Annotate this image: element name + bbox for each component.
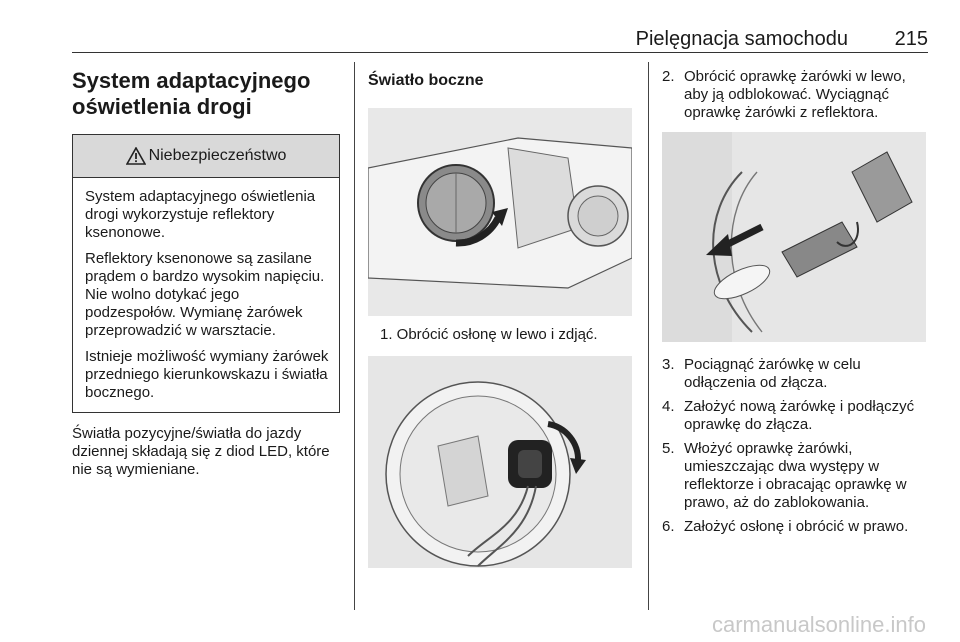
step-text: Włożyć oprawkę żarówki, umieszczając dwa występy w reflektorze i obracając oprawkę w prawo, aż do zablokowania. [684, 440, 907, 511]
danger-paragraph: Reflektory ksenonowe są zasilane prądem o bardzo wysokim napięciu. Nie wolno dotykać jego podzespołów. Wymianę żarówek przeprowadzić w warsztacie. [85, 250, 325, 339]
step-2 [662, 68, 928, 122]
steps-list-bottom [662, 356, 928, 536]
step-1: 1. Obrócić osłonę w lewo i zdjąć. [380, 326, 598, 343]
page-number: 215 [894, 28, 928, 50]
section-title [72, 68, 340, 120]
subsection-title: Światło boczne [368, 72, 484, 89]
section-title-line2: oświetlenia drogi [72, 94, 252, 119]
step-text: Założyć nową żarówkę i podłączyć oprawkę do złącza. [684, 398, 915, 433]
page-header [72, 22, 928, 52]
step-number: 4. [662, 398, 675, 415]
warning-triangle-icon [126, 147, 146, 165]
header-rule [72, 52, 928, 53]
step-5 [662, 440, 928, 512]
danger-paragraph: System adaptacyjnego oświetlenia drogi wykorzystuje reflektory ksenonowe. [85, 188, 316, 241]
section-title-line1: System adaptacyjnego [72, 68, 311, 93]
danger-header [73, 135, 339, 178]
step-text: Pociągnąć żarówkę w celu odłączenia od złącza. [684, 356, 861, 391]
led-note: Światła pozycyjne/światła do jazdy dziennej składają się z diod LED, które nie są wymieniane. [72, 425, 330, 478]
step-number: 5. [662, 440, 675, 457]
step-text: Założyć osłonę i obrócić w prawo. [684, 518, 909, 535]
step-number: 6. [662, 518, 675, 535]
danger-title: Niebezpieczeństwo [148, 147, 287, 164]
bulb-removal-illustration [662, 132, 926, 342]
left-column [72, 62, 340, 479]
headlamp-cover-illustration [368, 108, 632, 316]
step-4 [662, 398, 928, 434]
middle-column [368, 62, 634, 568]
step-text: Obrócić oprawkę żarówki w lewo, aby ją odblokować. Wyciągnąć oprawkę żarówki z reflektora. [684, 68, 906, 121]
right-column [662, 62, 928, 542]
bulb-holder-illustration [368, 356, 632, 568]
step-number: 2. [662, 68, 675, 85]
header-title: Pielęgnacja samochodu [635, 28, 848, 50]
danger-paragraph: Istnieje możliwość wymiany żarówek przedniego kierunkowskazu i światła bocznego. [85, 348, 329, 401]
danger-box [72, 134, 340, 413]
column-divider-1 [354, 62, 355, 610]
danger-body [73, 178, 339, 412]
steps-list-top [662, 68, 928, 122]
step-3 [662, 356, 928, 392]
column-divider-2 [648, 62, 649, 610]
watermark: carmanualsonline.info [711, 612, 926, 637]
step-6 [662, 518, 928, 536]
step-number: 3. [662, 356, 675, 373]
